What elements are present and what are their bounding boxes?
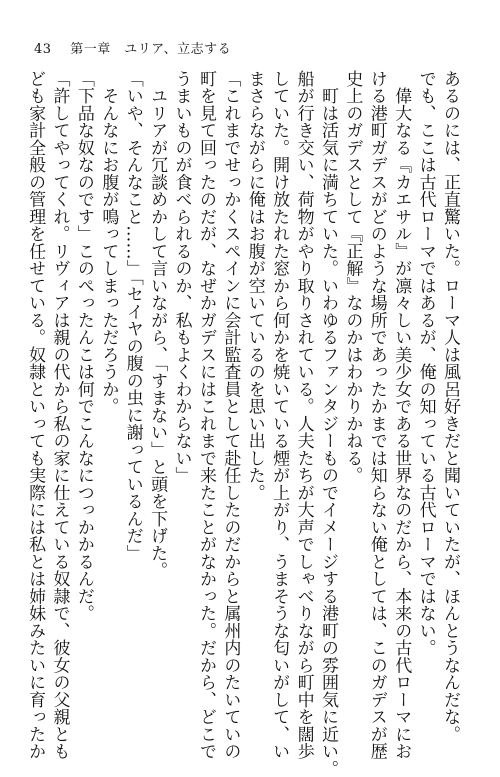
text-line: 町を見て回ったのだが、なぜかガデスにはこれまで来たことがなかった。だから、どこで (195, 70, 216, 760)
text-line: ども家計全般の管理を任せている。奴隷といっても実際には私とは姉妹みたいに育ったか (25, 70, 46, 760)
text-line: そんなにお腹が鳴ってしまっただろうか。 (98, 70, 119, 415)
text-line: 「許してやってくれ。リヴィアは親の代から私の家に仕えている奴隷で、彼女の父親とも (49, 70, 70, 760)
running-header (34, 38, 231, 57)
text-line: ける港町ガデスがどのような場所であったかまでは知らない俺としては、このガデスが歴 (366, 70, 387, 760)
chapter-title: 第一章 ユリア、立志する (70, 42, 232, 57)
vertical-body-text (23, 70, 462, 777)
text-line: していた。開け放たれた窓から何かを焼いている煙が上がり、うまそうな匂いがして、い (269, 70, 290, 760)
page-number: 43 (34, 42, 52, 57)
text-line: ユリアが冗談めかして言いながら、「すまない」と頭を下げた。 (147, 70, 168, 579)
text-line: 町は活気に満ちていた。いわゆるファンタジーものでイメージする港町の雰囲気に近い。 (317, 70, 338, 777)
text-line: でも、ここは古代ローマではあるが、俺の知っている古代ローマではない。 (415, 70, 436, 657)
text-line: 「これまでせっかくスペインに会計監査員として赴任したのだからと属州内のたいていの (220, 70, 241, 760)
text-line: 「いや、そんなこと……」「セイヤの腹の虫に謝っているんだ」 (122, 70, 143, 562)
text-line: 船が行き交い、荷物がやり取りされている。人夫たちが大声でしゃべりながら町中を闊歩 (293, 70, 314, 760)
text-line: うまいものが食べられるのか、私もよくわからない」 (171, 70, 192, 484)
text-line: あるのには、正直驚いた。ローマ人は風呂好きだと聞いていたが、ほんとうなんだな。 (440, 70, 460, 743)
text-line: 「下品な奴なのです」このぺったんこは何でこんなにつっかかるんだ。 (73, 70, 94, 622)
text-line: まさらながらに俺はお腹が空いているのを思い出した。 (244, 70, 265, 502)
text-line: 偉大なる『カエサル』が凛々しい美少女である世界なのだから、本来の古代ローマにお (391, 70, 412, 760)
text-line: 史上のガデスとして『正解』なのかはわかりかねる。 (342, 70, 363, 484)
